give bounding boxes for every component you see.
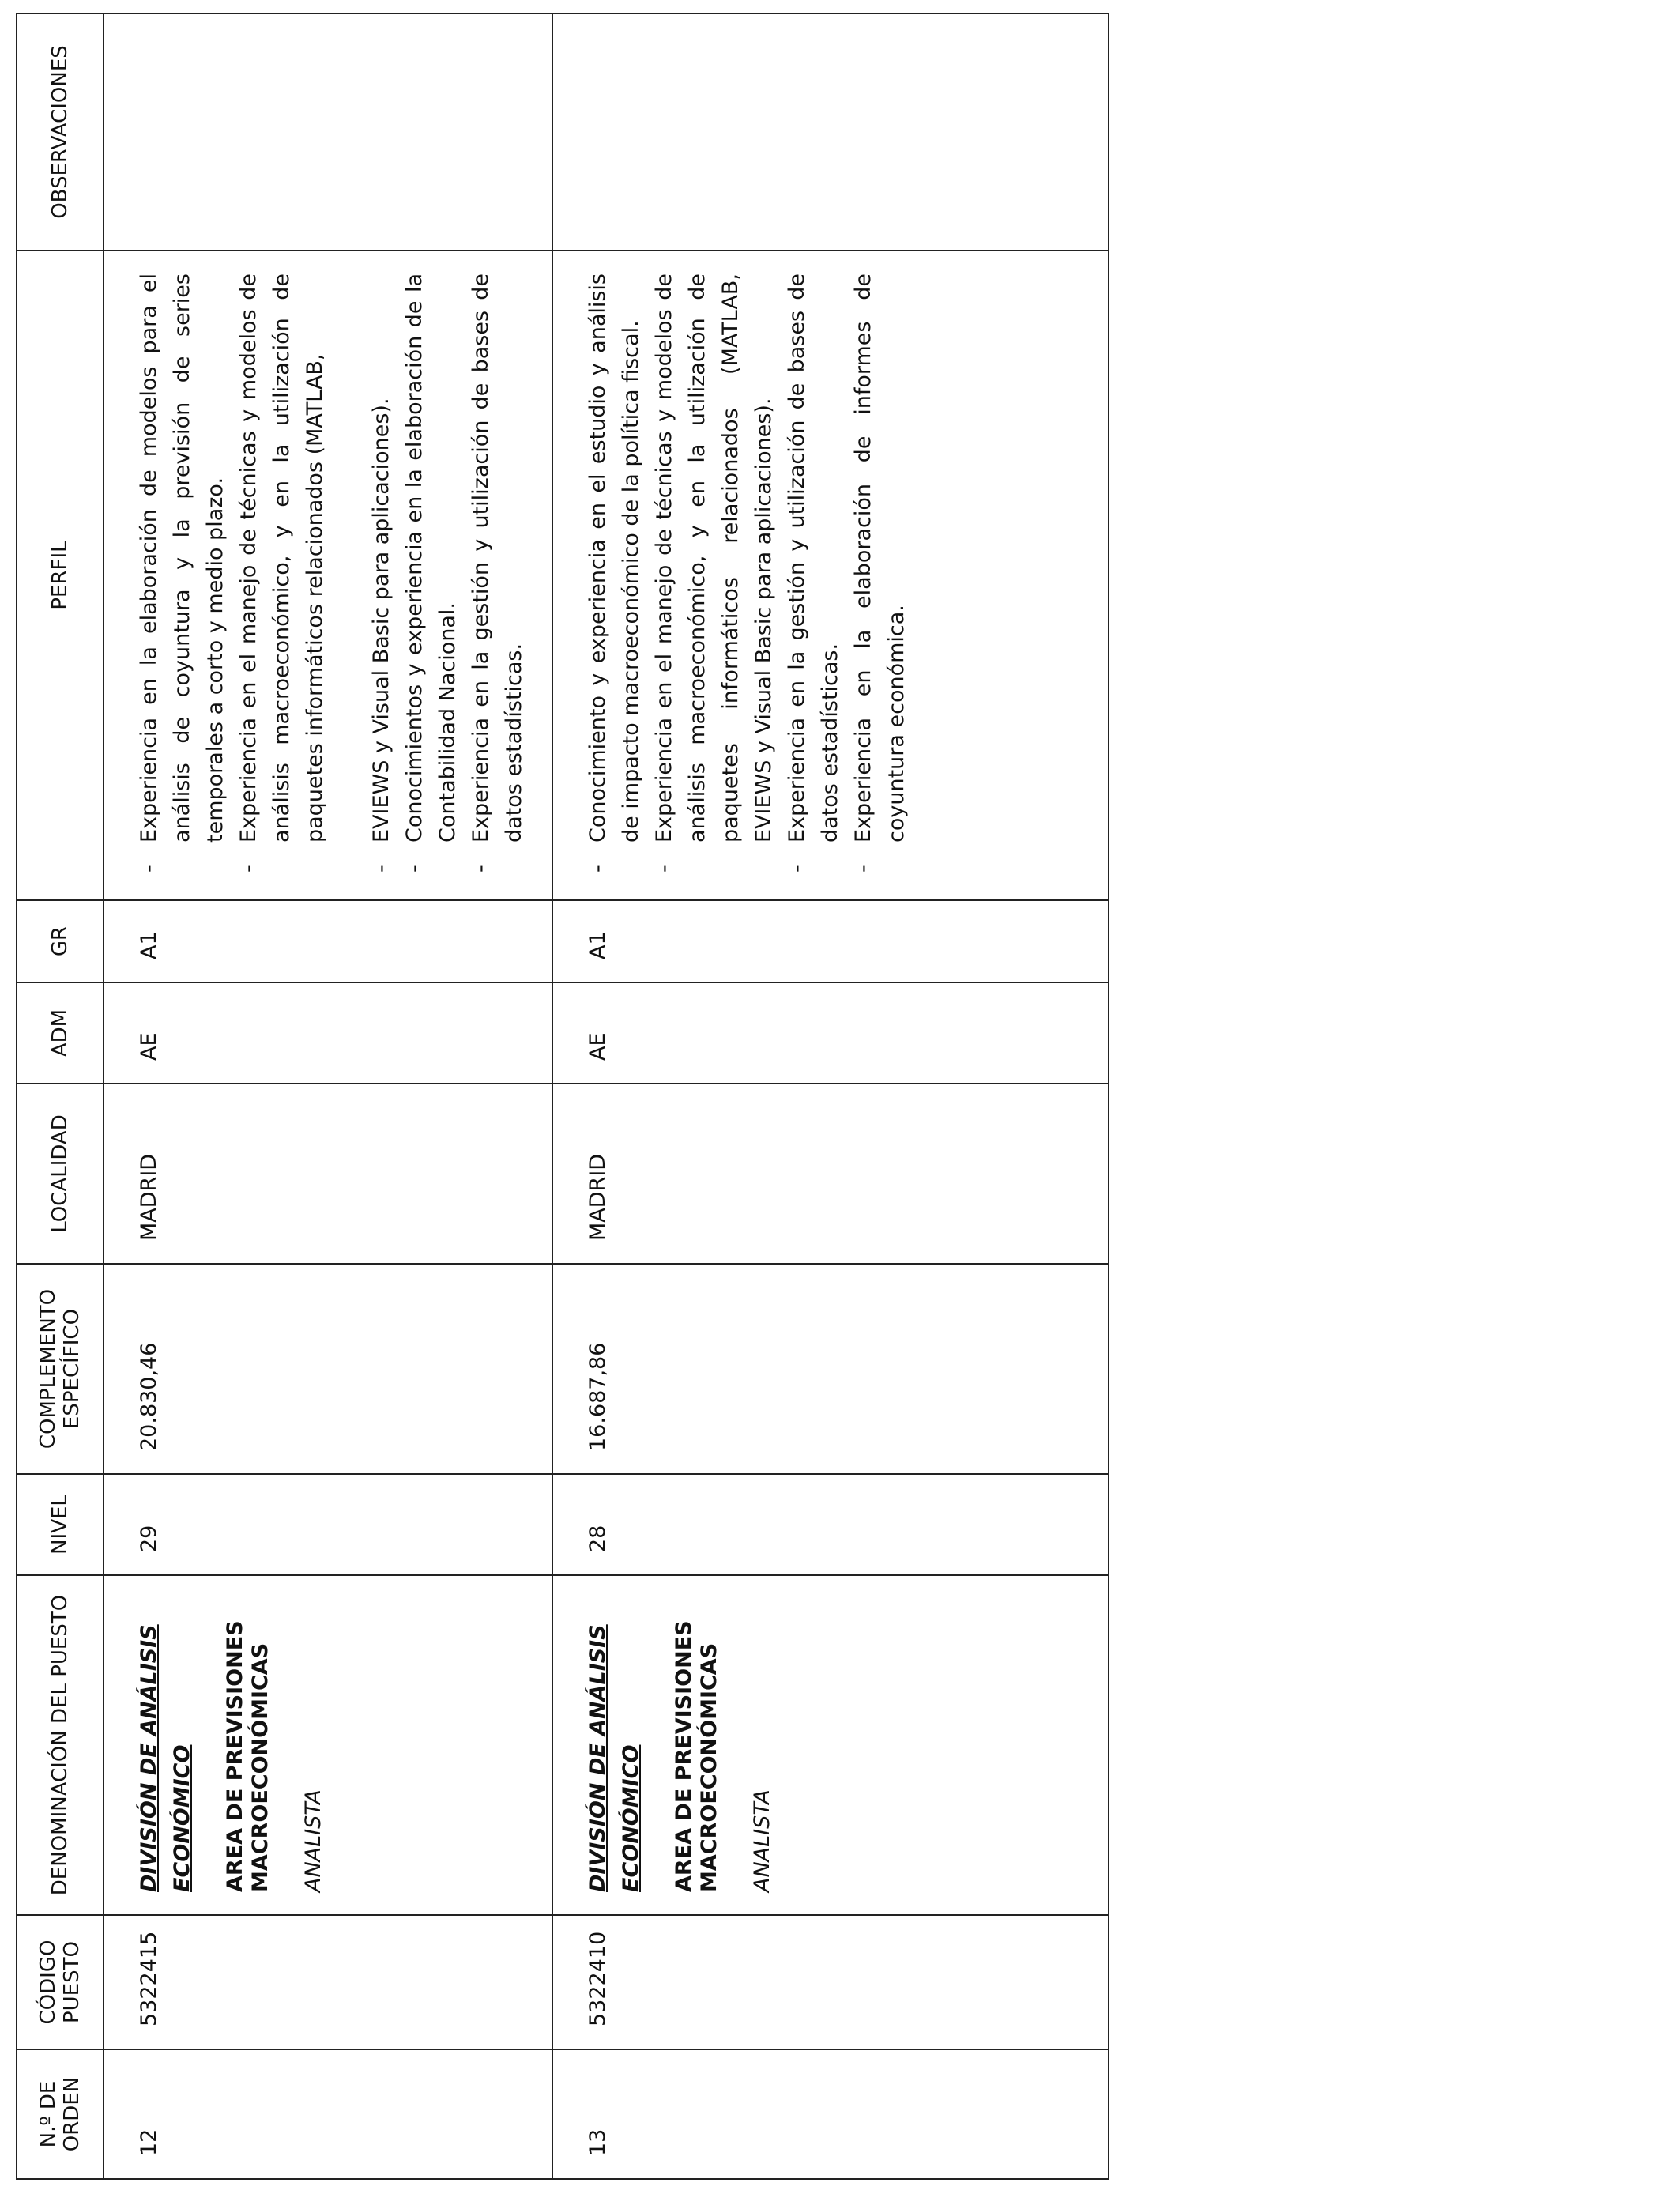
perfil-item: - Experiencia en el manejo de técnicas y modelos de análisis macroeconómico, y en la utilización de paquetes informáticos relacionados (MATLAB, bbox=[232, 273, 332, 877]
perfil-list bbox=[582, 273, 913, 877]
area-title: AREA DE PREVISIONES MACROECONÓMICAS bbox=[223, 1620, 273, 1892]
perfil-cell bbox=[552, 251, 1109, 900]
puesto-title: ANALISTA bbox=[301, 1789, 326, 1892]
header-perfil: PERFIL bbox=[17, 251, 104, 900]
observaciones-cell bbox=[104, 13, 552, 251]
complemento-cell: 16.687,86 bbox=[552, 1264, 1109, 1474]
header-codigo: CÓDIGO PUESTO bbox=[17, 1915, 104, 2049]
perfil-item: - Conocimientos y experiencia en la elaboración de la Contabilidad Nacional. bbox=[398, 273, 465, 877]
header-nivel: NIVEL bbox=[17, 1474, 104, 1575]
denominacion-cell bbox=[104, 1575, 552, 1915]
header-gr: GR bbox=[17, 900, 104, 982]
table-row bbox=[104, 13, 552, 2179]
header-row bbox=[17, 13, 104, 2179]
perfil-list bbox=[133, 273, 531, 877]
denominacion-cell bbox=[552, 1575, 1109, 1915]
header-localidad: LOCALIDAD bbox=[17, 1084, 104, 1264]
perfil-item: - Experiencia en la gestión y utilización de bases de datos estadísticas. bbox=[465, 273, 531, 877]
perfil-cell bbox=[104, 251, 552, 900]
perfil-item: - Experiencia en la elaboración de modelos para el análisis de coyuntura y la previsión de series temporales a corto y medio plazo. bbox=[133, 273, 232, 877]
orden-cell: 12 bbox=[104, 2049, 552, 2179]
adm-cell: AE bbox=[104, 982, 552, 1084]
nivel-cell: 28 bbox=[552, 1474, 1109, 1575]
observaciones-cell bbox=[552, 13, 1109, 251]
table-row bbox=[552, 13, 1109, 2179]
perfil-item: - Experiencia en la gestión y utilización de bases de datos estadísticas. bbox=[781, 273, 847, 877]
perfil-item: - Experiencia en el manejo de técnicas y modelos de análisis macroeconómico, y en la utilización de paquetes informáticos relacionados (MATLAB, EVIEWS y Visual Basic para aplicaciones). bbox=[648, 273, 781, 877]
perfil-item: - Experiencia en la elaboración de informes de coyuntura económica. bbox=[847, 273, 913, 877]
header-denominacion: DENOMINACIÓN DEL PUESTO bbox=[17, 1575, 104, 1915]
gr-cell: A1 bbox=[104, 900, 552, 982]
perfil-item: - EVIEWS y Visual Basic para aplicaciones). bbox=[365, 273, 398, 877]
positions-table bbox=[16, 13, 1109, 2180]
header-observaciones: OBSERVACIONES bbox=[17, 13, 104, 251]
localidad-cell: MADRID bbox=[552, 1084, 1109, 1264]
area-title: AREA DE PREVISIONES MACROECONÓMICAS bbox=[672, 1620, 721, 1892]
orden-cell: 13 bbox=[552, 2049, 1109, 2179]
codigo-cell: 5322415 bbox=[104, 1915, 552, 2049]
division-title: DIVISIÓN DE ANÁLISIS ECONÓMICO bbox=[586, 1624, 643, 1892]
perfil-item: - Conocimiento y experiencia en el estudio y análisis de impacto macroeconómico de la política fiscal. bbox=[582, 273, 648, 877]
division-title: DIVISIÓN DE ANÁLISIS ECONÓMICO bbox=[137, 1624, 194, 1892]
complemento-cell: 20.830,46 bbox=[104, 1264, 552, 1474]
header-complemento: COMPLEMENTO ESPECÍFICO bbox=[17, 1264, 104, 1474]
header-adm: ADM bbox=[17, 982, 104, 1084]
rotated-page bbox=[16, 14, 1109, 2180]
adm-cell: AE bbox=[552, 982, 1109, 1084]
codigo-cell: 5322410 bbox=[552, 1915, 1109, 2049]
localidad-cell: MADRID bbox=[104, 1084, 552, 1264]
puesto-title: ANALISTA bbox=[750, 1789, 774, 1892]
header-orden: N.º DE ORDEN bbox=[17, 2049, 104, 2179]
gr-cell: A1 bbox=[552, 900, 1109, 982]
nivel-cell: 29 bbox=[104, 1474, 552, 1575]
